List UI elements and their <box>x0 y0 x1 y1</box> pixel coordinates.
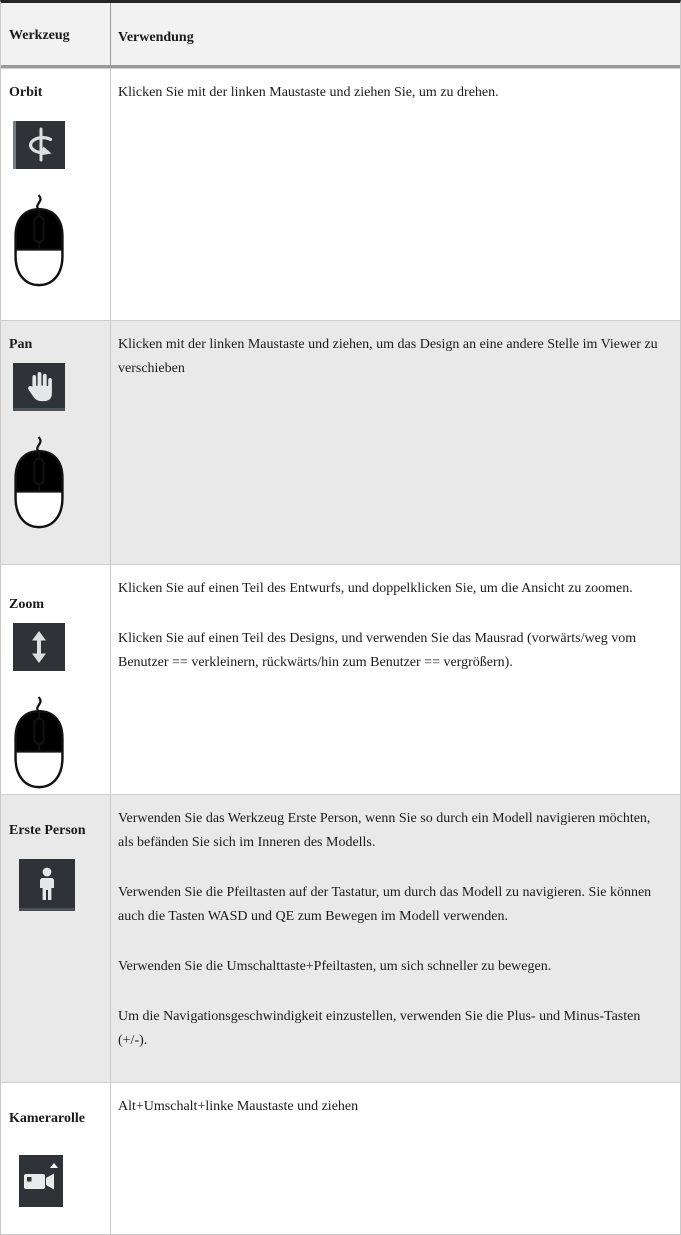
first-person-icon <box>19 859 75 911</box>
orbit-usage-cell <box>111 69 680 320</box>
usage-text: Klicken mit der linken Maustaste und ziehen, um das Design an eine andere Stelle im Viewer zu verschieben <box>118 337 658 376</box>
table-row-erste-person <box>1 794 680 1082</box>
erste-person-usage-cell <box>111 795 680 1082</box>
tool-label-zoom: Zoom <box>9 597 44 612</box>
column-header-werkzeug: Werkzeug <box>9 28 70 43</box>
pan-hand-icon <box>13 363 65 411</box>
table-row-pan <box>1 320 680 564</box>
table-row-kamerarolle <box>1 1082 680 1234</box>
tool-label-pan: Pan <box>9 337 33 352</box>
zoom-arrows-icon <box>13 623 65 671</box>
camera-roll-icon <box>19 1155 63 1207</box>
mouse-scroll-wheel-illustration <box>9 693 104 800</box>
header-cell-verwendung <box>111 3 680 65</box>
usage-text: Verwenden Sie die Pfeiltasten auf der Tastatur, um durch das Modell zu navigieren. Sie können auch die Tasten WASD und QE zum Bewegen im Modell verwenden. <box>118 885 652 924</box>
usage-text: Klicken Sie auf einen Teil des Entwurfs, und doppelklicken Sie, um die Ansicht zu zoomen. <box>118 581 633 596</box>
erste-person-tool-cell <box>1 795 111 1082</box>
column-header-verwendung: Verwendung <box>118 30 194 45</box>
tool-label-erste-person: Erste Person <box>9 823 86 838</box>
tool-label-kamerarolle: Kamerarolle <box>9 1111 85 1126</box>
orbit-icon <box>13 121 65 169</box>
table-header-row <box>1 3 680 68</box>
usage-text: Verwenden Sie das Werkzeug Erste Person, wenn Sie so durch ein Modell navigieren möchten, als befänden Sie sich im Inneren des Modells. <box>118 811 651 850</box>
table-row-zoom <box>1 564 680 794</box>
pan-usage-cell <box>111 321 680 564</box>
tool-label-orbit: Orbit <box>9 85 43 100</box>
zoom-usage-cell <box>111 565 680 794</box>
zoom-tool-cell <box>1 565 111 794</box>
usage-text: Klicken Sie auf einen Teil des Designs, und verwenden Sie das Mausrad (vorwärts/weg vom Benutzer == verkleinern, rückwärts/hin zum Benutzer == vergrößern). <box>118 631 637 670</box>
usage-text: Klicken Sie mit der linken Maustaste und ziehen Sie, um zu drehen. <box>118 85 499 100</box>
mouse-left-button-illustration <box>9 191 104 298</box>
kamerarolle-usage-cell <box>111 1083 680 1234</box>
usage-text: Um die Navigationsgeschwindigkeit einzustellen, verwenden Sie die Plus- und Minus-Tasten (+/-). <box>118 1009 641 1048</box>
header-cell-werkzeug <box>1 3 111 65</box>
usage-text: Verwenden Sie die Umschalttaste+Pfeiltasten, um sich schneller zu bewegen. <box>118 959 552 974</box>
pan-tool-cell <box>1 321 111 564</box>
mouse-right-button-illustration <box>9 433 104 540</box>
usage-text: Alt+Umschalt+linke Maustaste und ziehen <box>118 1099 359 1114</box>
table-row-orbit <box>1 68 680 320</box>
orbit-tool-cell <box>1 69 111 320</box>
kamerarolle-tool-cell <box>1 1083 111 1234</box>
